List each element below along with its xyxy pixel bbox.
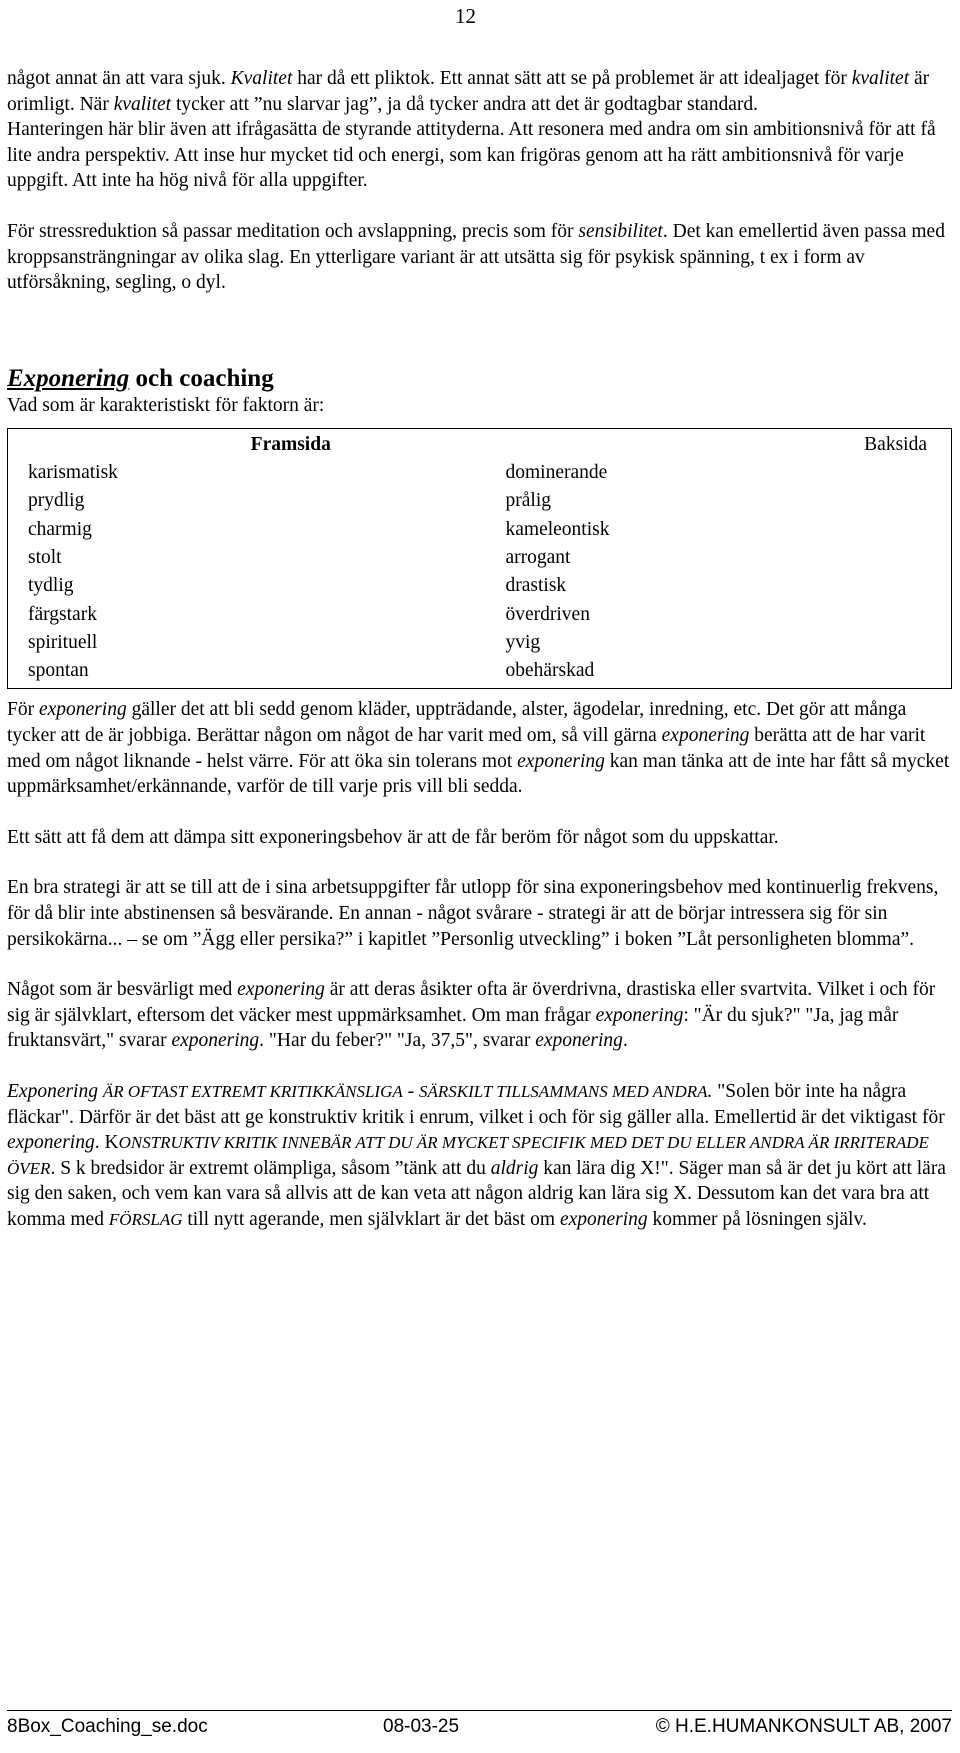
- section-heading: [7, 364, 952, 394]
- emphasis-text: ONSTRUKTIV KRITIK INNEBÄR ATT DU ÄR MYCKET SPECIFIK MED DET DU ELLER ANDRA ÄR IRRITERADE ÖVER: [7, 1133, 929, 1178]
- emphasis-text: exponering: [595, 1004, 684, 1026]
- paragraph: [7, 117, 952, 194]
- emphasis-text: exponering: [661, 725, 750, 747]
- paragraph: [7, 1079, 952, 1233]
- text-run: För stressreduktion så passar meditation och avslappning, precis som för: [7, 220, 579, 242]
- front-column: [8, 431, 474, 686]
- text-run: berätta att de har varit med om något liknande - helst värre. För att öka sin tolerans mot: [7, 725, 926, 772]
- back-trait: dominerande: [505, 462, 608, 484]
- footer-copyright: © H.E.HUMANKONSULT AB, 2007: [655, 1716, 952, 1737]
- back-header: Baksida: [864, 433, 927, 455]
- emphasis-text: ÄR OFTAST EXTREMT KRITIKKÄNSLIGA: [102, 1081, 403, 1101]
- text-run: kan lära dig X!". Säger man så är det ju kört att lära sig den saken, och vem kan vara så allvis att de kan veta att någon aldrig kan lära sig X. Dessutom kan det vara bra att komma med: [7, 1157, 946, 1230]
- front-trait: stolt: [28, 546, 62, 568]
- back-column: [474, 431, 952, 686]
- emphasis-text: exponering: [7, 1132, 95, 1154]
- text-run: "Solen bör inte ha några fläckar". Därför är det bäst att ge konstruktiv kritik i enrum, vilket i och för sig gäller alla. Emellertid är det viktigast för: [7, 1080, 945, 1128]
- paragraph: [7, 825, 952, 851]
- text-run: : "Är du sjuk?" "Ja, jag mår fruktansvärt," svarar: [7, 1004, 899, 1052]
- emphasis-text: exponering: [535, 1030, 623, 1052]
- footer-date: 08-03-25: [383, 1716, 460, 1737]
- text-run: . "Har du feber?" "Ja, 37,5", svarar: [259, 1030, 536, 1052]
- emphasis-text: exponering: [171, 1030, 260, 1052]
- paragraph: [7, 66, 952, 117]
- text-run: kan man tänka att de inte har fått så mycket uppmärksamhet/erkännande, varför de till varje pris vill bli sedda.: [7, 750, 950, 798]
- front-trait: färgstark: [28, 603, 97, 625]
- section-heading-rest: och coaching: [129, 364, 274, 392]
- front-trait: karismatisk: [28, 462, 118, 484]
- emphasis-text: SÄRSKILT TILLSAMMANS MED ANDRA: [419, 1081, 708, 1101]
- emphasis-text: Exponering: [7, 1080, 103, 1102]
- back-trait: överdriven: [505, 603, 590, 625]
- emphasis-text: sensibilitet: [578, 220, 663, 242]
- front-trait: spirituell: [28, 631, 98, 653]
- front-trait: prydlig: [28, 490, 85, 512]
- emphasis-text: exponering: [559, 1208, 648, 1230]
- text-run: .: [622, 1030, 628, 1052]
- front-trait: spontan: [28, 660, 89, 682]
- emphasis-text: FÖRSLAG: [108, 1209, 183, 1229]
- text-run: tycker att ”nu slarvar jag”, ja då tycker andra att det är godtagbar standard.: [171, 93, 758, 115]
- text-run: något annat än att vara sjuk.: [7, 68, 231, 89]
- document-body: [7, 66, 952, 1233]
- paragraph: [7, 977, 952, 1054]
- text-run: är att deras åsikter ofta är överdrivna, drastiska eller svartvita. Vilket i och för sig är självklart, eftersom det väcker mest uppmärksamhet. Om man frågar: [7, 979, 936, 1026]
- back-trait: obehärskad: [505, 660, 595, 682]
- footer-rule: [7, 1710, 952, 1711]
- section-subtitle: Vad som är karakteristiskt för faktorn är:: [7, 394, 325, 416]
- trait-table: [7, 428, 952, 690]
- emphasis-text: kvalitet: [113, 93, 172, 115]
- front-trait: tydlig: [28, 575, 74, 597]
- paragraph: [7, 219, 952, 296]
- emphasis-text: .: [707, 1080, 713, 1102]
- paragraph: [7, 875, 952, 952]
- text-run: . S k bredsidor är extremt olämpliga, såsom ”tänk att du: [50, 1157, 491, 1179]
- text-run: till nytt agerande, men självklart är det bäst om: [182, 1208, 560, 1230]
- emphasis-text: aldrig: [490, 1157, 539, 1179]
- section-heading-italic: Exponering: [7, 364, 130, 392]
- emphasis-text: Kvalitet: [230, 68, 293, 89]
- emphasis-text: exponering: [237, 979, 325, 1001]
- front-trait: charmig: [28, 518, 92, 540]
- text-run: gäller det att bli sedd genom kläder, uppträdande, alster, ägodelar, inredning, etc. Det gör att många tycker att de är jobbiga. Berättar någon om något de har varit med om, så vill gärna: [7, 699, 907, 747]
- front-header: Framsida: [250, 433, 331, 455]
- text-run: Något som är besvärligt med: [7, 979, 238, 1001]
- footer-filename: 8Box_Coaching_se.doc: [7, 1716, 208, 1737]
- page-number: 12: [455, 4, 476, 28]
- back-trait: prålig: [505, 490, 551, 512]
- text-run: är orimligt. När: [7, 68, 930, 115]
- emphasis-text: exponering: [517, 750, 605, 772]
- text-run: Hanteringen här blir även att ifrågasätta de styrande attityderna. Att resonera med andra om sin ambitionsnivå för att få lite andra perspektiv. Att inse hur mycket tid och energi, som kan frigöras genom att ha rätt ambitionsnivå för varje uppgift. Att inte ha hög nivå för alla uppgifter.: [7, 119, 936, 192]
- back-trait: arrogant: [505, 546, 571, 568]
- back-trait: drastisk: [505, 575, 567, 597]
- emphasis-text: -: [402, 1080, 419, 1102]
- emphasis-text: exponering: [38, 699, 127, 721]
- text-run: För: [7, 699, 39, 721]
- text-run: . K: [94, 1132, 119, 1154]
- text-run: har då ett pliktok. Ett annat sätt att se på problemet är att idealjaget för: [292, 68, 852, 89]
- text-run: En bra strategi är att se till att de i sina arbetsuppgifter får utlopp för sina exponeringsbehov med kontinuerlig frekvens, för då blir inte abstinensen så besvärande. En annan - något svårare - strategi är att de börjar intressera sig för sin persikokärna... – se om ”Ägg eller persika?” i kapitlet ”Personlig utveckling” i boken ”Låt personligheten blomma”.: [7, 877, 939, 950]
- paragraph: [7, 697, 952, 799]
- back-trait: yvig: [505, 631, 541, 653]
- text-run: Ett sätt att få dem att dämpa sitt exponeringsbehov är att de får beröm för något som du uppskattar.: [7, 826, 779, 848]
- text-run: kommer på lösningen själv.: [647, 1208, 867, 1230]
- text-run: . Det kan emellertid även passa med kroppsansträngningar av olika slag. En ytterligare variant är att utsätta sig för psykisk spänning, t ex i form av utförsåkning, segling, o dyl.: [7, 220, 945, 294]
- back-trait: kameleontisk: [505, 518, 610, 540]
- emphasis-text: kvalitet: [851, 68, 910, 89]
